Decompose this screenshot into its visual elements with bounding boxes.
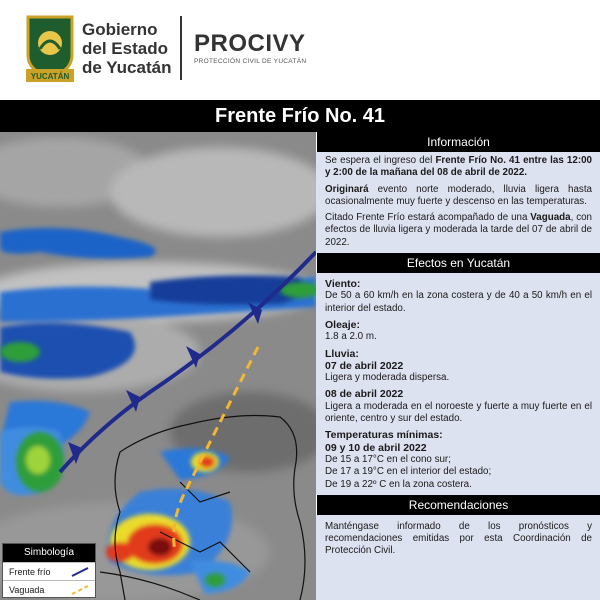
info-section bbox=[316, 152, 600, 249]
gov-line-1: Gobierno bbox=[82, 20, 158, 39]
page-header bbox=[0, 0, 600, 100]
rain-label: Lluvia: bbox=[325, 347, 359, 360]
wind-label: Viento: bbox=[325, 278, 361, 291]
recommendations-heading: Recomendaciones bbox=[316, 495, 600, 515]
info-text: , con efectos de lluvia ligera y moderada la tarde del 07 de abril de 2022. bbox=[325, 212, 592, 248]
legend-title: Simbología bbox=[3, 544, 95, 562]
rain-date-1: 07 de abril 2022 bbox=[325, 359, 404, 372]
temp-line-1: De 15 a 17°C en el cono sur; bbox=[325, 453, 451, 465]
recommendations-section bbox=[316, 515, 600, 558]
bulletin-title: Frente Frío No. 41 bbox=[0, 100, 600, 132]
info-text: evento norte moderado, lluvia ligera hasta ocasionalmente muy fuerte y descenso en las temperaturas. bbox=[325, 183, 592, 207]
government-name bbox=[82, 20, 171, 77]
trough-swatch-icon bbox=[71, 585, 89, 595]
info-text-bold: Originará bbox=[325, 183, 369, 195]
info-paragraph-1 bbox=[325, 155, 592, 180]
rain-text-1: Ligera y moderada dispersa. bbox=[325, 372, 450, 384]
state-shield-logo bbox=[26, 15, 74, 83]
legend-item-trough bbox=[3, 580, 95, 598]
temp-line-2: De 17 a 19°C en el interior del estado; bbox=[325, 466, 492, 478]
info-paragraph-3 bbox=[325, 212, 592, 249]
info-paragraph-2 bbox=[325, 184, 592, 209]
weather-map bbox=[0, 132, 316, 600]
effects-heading: Efectos en Yucatán bbox=[316, 253, 600, 273]
info-text-bold: Vaguada bbox=[530, 212, 571, 224]
map-legend bbox=[2, 543, 96, 598]
legend-label: Frente frío bbox=[9, 567, 51, 577]
effects-section bbox=[316, 273, 600, 491]
cold-front-swatch-icon bbox=[71, 567, 89, 577]
satellite-image bbox=[0, 132, 316, 600]
temp-line-3: De 19 a 22º C en la zona costera. bbox=[325, 478, 472, 490]
gov-line-3: de Yucatán bbox=[82, 58, 172, 77]
wind-text: De 50 a 60 km/h en la zona costera y de 40 a 50 km/h en el interior del estado. bbox=[325, 290, 592, 314]
recommendations-text: Manténgase informado de los pronósticos y recomendaciones emitidas por esta Coordinación de Protección Civil. bbox=[325, 520, 592, 557]
waves-text: 1.8 a 2.0 m. bbox=[325, 331, 377, 343]
waves-label: Oleaje: bbox=[325, 318, 361, 331]
legend-label: Vaguada bbox=[9, 585, 45, 595]
agency-name: PROCIVY bbox=[194, 30, 306, 57]
agency-subtitle: PROTECCIÓN CIVIL DE YUCATÁN bbox=[194, 58, 307, 65]
info-text-bold: Frente Frío No. 41 entre las 12:00 y 2:00 de la mañana del 08 de abril de 2022. bbox=[325, 155, 592, 179]
info-text: Se espera el ingreso del bbox=[325, 155, 436, 166]
legend-item-cold-front bbox=[3, 562, 95, 580]
rain-text-2: Ligera a moderada en el noroeste y fuerte a muy fuerte en el oriente, centro y sur del estado. bbox=[325, 400, 592, 425]
temp-label: Temperaturas mínimas: bbox=[325, 429, 443, 442]
info-text: Citado Frente Frío estará acompañado de una bbox=[325, 212, 531, 224]
info-panel bbox=[316, 132, 600, 600]
shield-label: YUCATÁN bbox=[30, 72, 70, 81]
temp-date: 09 y 10 de abril 2022 bbox=[325, 441, 427, 454]
rain-date-2: 08 de abril 2022 bbox=[325, 388, 404, 401]
info-heading: Información bbox=[316, 132, 600, 152]
header-divider bbox=[180, 16, 182, 80]
gov-line-2: del Estado bbox=[82, 39, 168, 58]
